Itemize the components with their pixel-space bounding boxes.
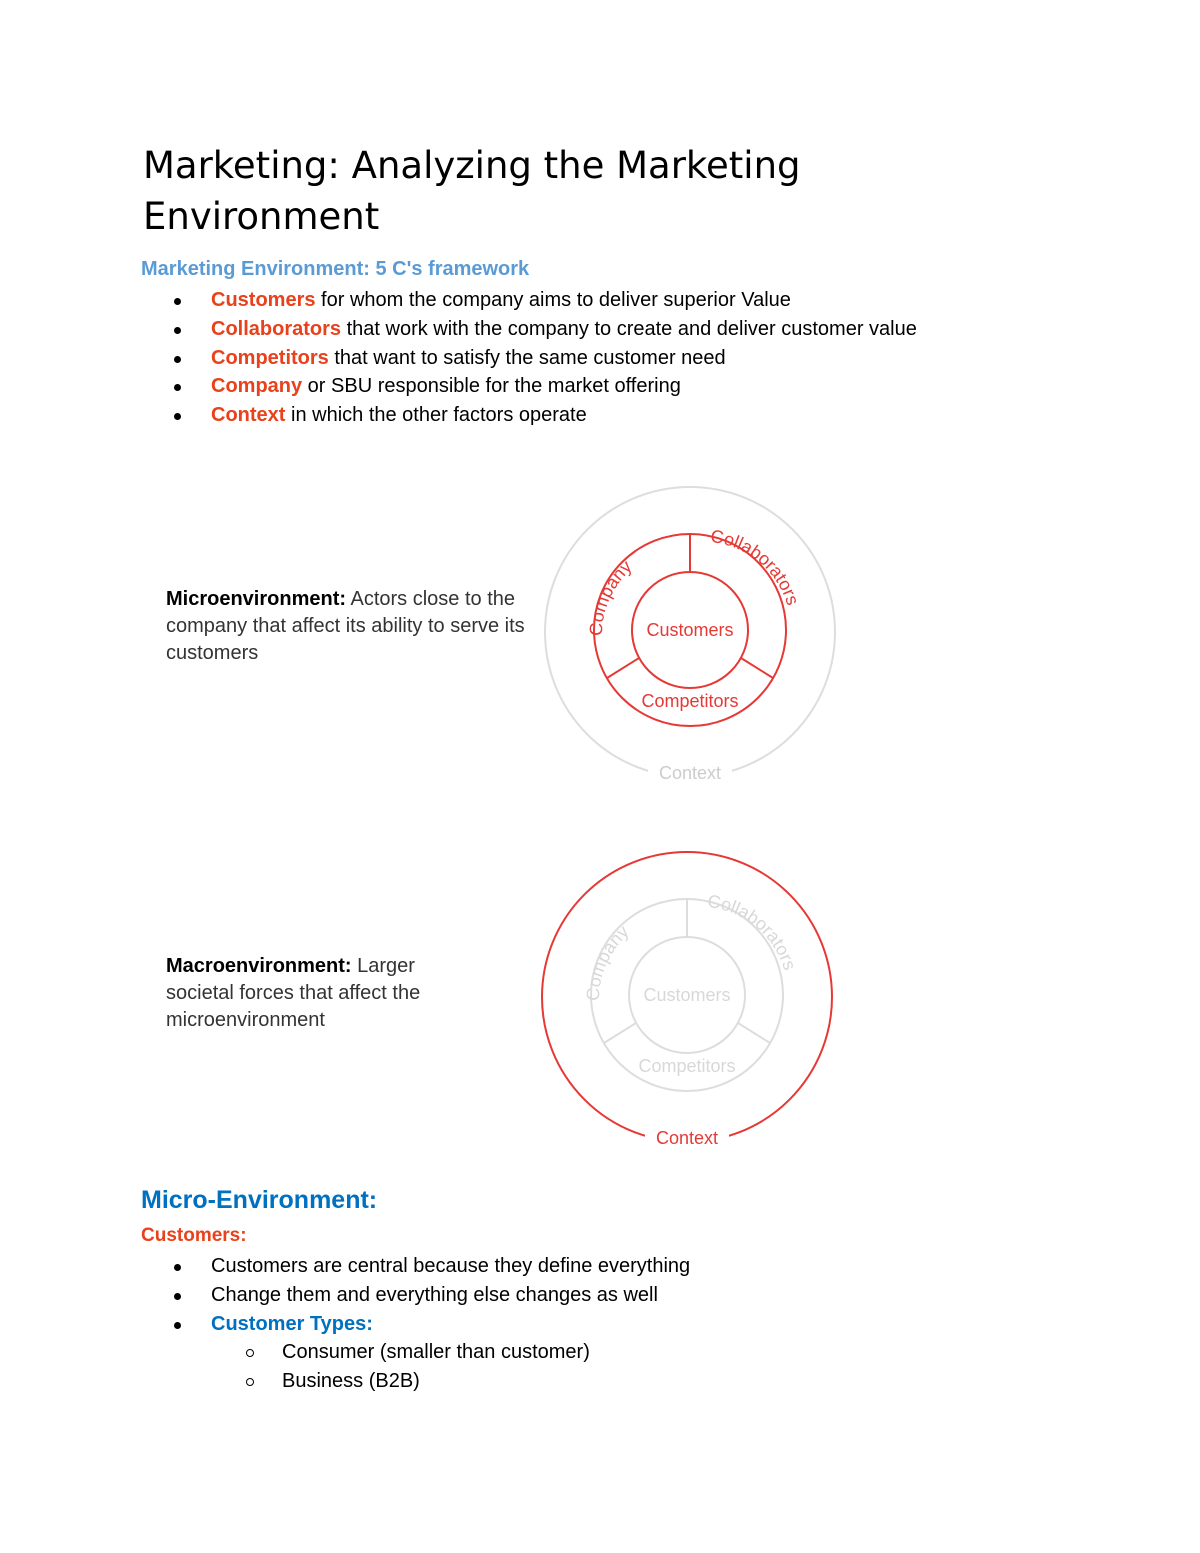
item-text: in which the other factors operate xyxy=(285,404,587,427)
item-keyword: Competitors xyxy=(211,346,329,369)
framework-heading: Marketing Environment: 5 C's framework xyxy=(141,258,530,280)
customers-list xyxy=(141,1252,690,1338)
divider-line xyxy=(604,1023,636,1043)
document-title: Marketing: Analyzing the Marketing Environment xyxy=(143,144,801,238)
customer-types-list xyxy=(141,1338,590,1396)
context-label: Context xyxy=(658,763,722,783)
item-text: Change them and everything else changes as well xyxy=(211,1283,658,1306)
divider-line xyxy=(607,658,639,678)
divider-line xyxy=(741,658,773,678)
micro-caption-text: Actors close to the company that affect its ability to serve its customers xyxy=(166,588,525,664)
item-keyword: Company xyxy=(211,375,303,398)
list-item xyxy=(141,315,917,344)
list-item xyxy=(141,1252,690,1281)
competitors-label: Competitors xyxy=(641,691,739,711)
item-text: or SBU responsible for the market offering xyxy=(302,375,681,398)
circle-bullet-icon xyxy=(246,1349,254,1357)
collaborators-label: Collaborators xyxy=(706,890,800,973)
macro-diagram xyxy=(535,845,840,1155)
bullet-icon xyxy=(174,413,181,420)
list-item xyxy=(141,401,917,430)
micro-caption-bold: Microenvironment: xyxy=(166,588,347,610)
item-keyword: Collaborators xyxy=(211,317,342,340)
bullet-icon xyxy=(174,384,181,391)
list-item xyxy=(141,1367,590,1396)
circle-bullet-icon xyxy=(246,1378,254,1386)
framework-list xyxy=(141,286,917,430)
customers-label: Customers xyxy=(643,985,731,1005)
micro-diagram xyxy=(540,480,840,790)
competitors-label: Competitors xyxy=(638,1056,736,1076)
micro-environment-heading: Micro-Environment: xyxy=(141,1186,378,1214)
macro-caption xyxy=(166,953,486,1034)
list-item xyxy=(141,344,917,373)
bullet-icon xyxy=(174,1293,181,1300)
macro-caption-bold: Macroenvironment: xyxy=(166,955,352,977)
item-text: Consumer (smaller than customer) xyxy=(282,1341,590,1363)
list-item xyxy=(141,286,917,315)
item-text: for whom the company aims to deliver superior Value xyxy=(315,289,791,311)
list-item xyxy=(141,1281,690,1310)
context-label: Context xyxy=(655,1128,719,1148)
bullet-icon xyxy=(174,356,181,363)
item-keyword: Customers xyxy=(211,289,316,311)
collaborators-label: Collaborators xyxy=(709,525,803,608)
item-text: that work with the company to create and deliver customer value xyxy=(341,317,917,340)
macro-caption-text: Larger societal forces that affect the microenvironment xyxy=(166,955,421,1031)
item-text: that want to satisfy the same customer need xyxy=(328,346,726,369)
customers-label: Customers xyxy=(646,620,734,640)
bullet-icon xyxy=(174,327,181,334)
divider-line xyxy=(738,1023,770,1043)
customer-types-label: Customer Types: xyxy=(211,1312,373,1335)
list-item xyxy=(141,1310,690,1339)
list-item xyxy=(141,1338,590,1367)
customers-subheading: Customers: xyxy=(141,1225,247,1246)
item-text: Business (B2B) xyxy=(282,1369,420,1392)
company-label: Company xyxy=(582,921,633,1002)
micro-caption xyxy=(166,586,546,667)
item-keyword: Context xyxy=(211,404,286,427)
list-item xyxy=(141,372,917,401)
item-text: Customers are central because they define everything xyxy=(211,1255,691,1277)
bullet-icon xyxy=(174,298,181,305)
bullet-icon xyxy=(174,1322,181,1329)
company-label: Company xyxy=(585,556,636,637)
bullet-icon xyxy=(174,1264,181,1271)
